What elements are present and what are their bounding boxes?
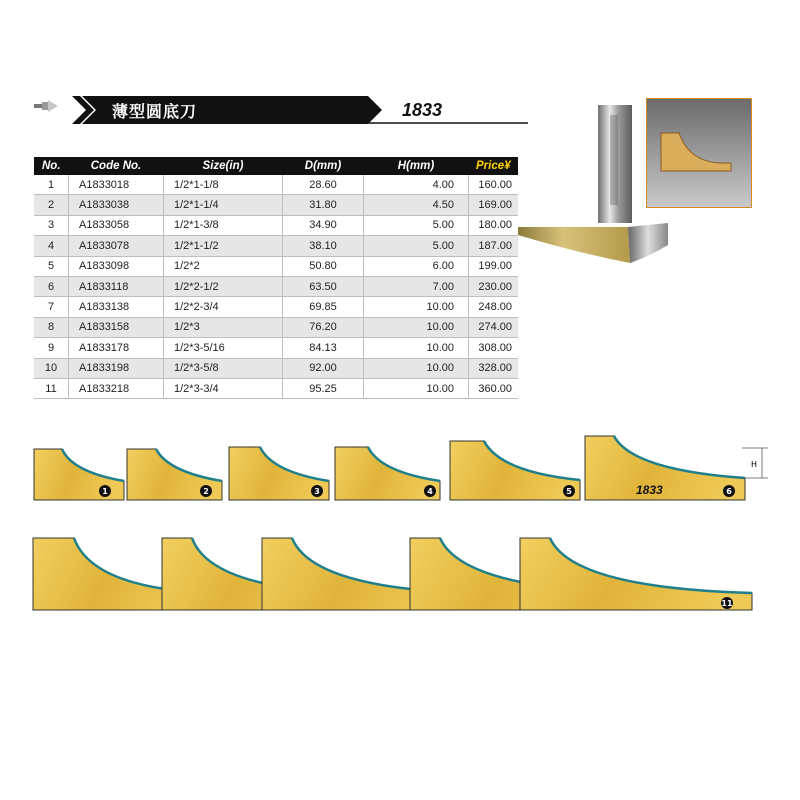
cell-no: 5 <box>34 256 69 276</box>
cell-price: 160.00 <box>469 175 519 195</box>
cell-price: 199.00 <box>469 256 519 276</box>
cell-size: 1/2*3 <box>164 317 283 337</box>
cell-code: A1833138 <box>69 297 164 317</box>
cell-size: 1/2*1-1/8 <box>164 175 283 195</box>
cell-code: A1833098 <box>69 256 164 276</box>
page-title: 薄型圆底刀 <box>112 102 198 121</box>
table-row <box>34 236 518 256</box>
cell-d: 95.25 <box>283 378 364 398</box>
cell-h: 10.00 <box>364 297 469 317</box>
cell-price: 274.00 <box>469 317 519 337</box>
cell-h: 6.00 <box>364 256 469 276</box>
title-bar <box>28 96 528 124</box>
cell-h: 5.00 <box>364 236 469 256</box>
cell-size: 1/2*3-5/16 <box>164 338 283 358</box>
cell-size: 1/2*3-5/8 <box>164 358 283 378</box>
router-bit-icon <box>34 100 58 112</box>
cell-code: A1833018 <box>69 175 164 195</box>
col-header-price: Price¥ <box>469 157 519 175</box>
cell-size: 1/2*2 <box>164 256 283 276</box>
cell-price: 248.00 <box>469 297 519 317</box>
profile-badge-1: 1 <box>102 487 108 496</box>
cell-no: 9 <box>34 338 69 358</box>
profile-2 <box>127 449 222 500</box>
dimension-h-label: H <box>751 460 758 469</box>
table-header-row <box>34 157 518 175</box>
cell-no: 1 <box>34 175 69 195</box>
cell-price: 360.00 <box>469 378 519 398</box>
table-row <box>34 175 518 195</box>
cell-size: 1/2*1-1/4 <box>164 195 283 215</box>
profile-3 <box>229 447 329 500</box>
profile-6 <box>585 436 768 500</box>
cell-code: A1833178 <box>69 338 164 358</box>
cell-no: 8 <box>34 317 69 337</box>
profile-badge-4: 4 <box>427 487 433 496</box>
cell-d: 69.85 <box>283 297 364 317</box>
cell-h: 4.00 <box>364 175 469 195</box>
cell-price: 180.00 <box>469 215 519 235</box>
table-row <box>34 297 518 317</box>
cut-profile-inset <box>646 98 752 208</box>
cell-no: 2 <box>34 195 69 215</box>
table-body <box>34 175 518 399</box>
cell-h: 10.00 <box>364 338 469 358</box>
cell-code: A1833218 <box>69 378 164 398</box>
cell-code: A1833118 <box>69 276 164 296</box>
profile-badge-11: 11 <box>721 599 733 608</box>
cell-no: 11 <box>34 378 69 398</box>
cell-no: 3 <box>34 215 69 235</box>
cell-price: 328.00 <box>469 358 519 378</box>
table-row <box>34 378 518 398</box>
profile-badge-2: 2 <box>203 487 209 496</box>
table-row <box>34 215 518 235</box>
cell-d: 92.00 <box>283 358 364 378</box>
profile-1 <box>34 449 124 500</box>
profile-badge-3: 3 <box>314 487 320 496</box>
cell-no: 4 <box>34 236 69 256</box>
cell-no: 6 <box>34 276 69 296</box>
cell-h: 10.00 <box>364 378 469 398</box>
table-row <box>34 195 518 215</box>
cell-code: A1833198 <box>69 358 164 378</box>
cell-d: 31.80 <box>283 195 364 215</box>
cell-price: 187.00 <box>469 236 519 256</box>
cell-code: A1833158 <box>69 317 164 337</box>
cell-code: A1833038 <box>69 195 164 215</box>
cell-h: 10.00 <box>364 358 469 378</box>
cell-d: 50.80 <box>283 256 364 276</box>
cell-size: 1/2*2-3/4 <box>164 297 283 317</box>
cell-code: A1833078 <box>69 236 164 256</box>
cell-size: 1/2*3-3/4 <box>164 378 283 398</box>
cell-size: 1/2*1-3/8 <box>164 215 283 235</box>
cell-no: 10 <box>34 358 69 378</box>
col-header-no: No. <box>34 157 69 175</box>
table-row <box>34 317 518 337</box>
dimension-h-marker <box>742 448 768 478</box>
col-header-size: Size(in) <box>164 157 283 175</box>
table-row <box>34 256 518 276</box>
cell-d: 84.13 <box>283 338 364 358</box>
cell-size: 1/2*2-1/2 <box>164 276 283 296</box>
table-row <box>34 358 518 378</box>
cell-code: A1833058 <box>69 215 164 235</box>
cell-h: 10.00 <box>364 317 469 337</box>
cell-d: 28.60 <box>283 175 364 195</box>
table-row <box>34 276 518 296</box>
cell-d: 76.20 <box>283 317 364 337</box>
profile-4 <box>335 447 440 500</box>
cell-h: 5.00 <box>364 215 469 235</box>
series-number: 1833 <box>402 100 443 120</box>
profile-5 <box>450 441 580 500</box>
cell-size: 1/2*1-1/2 <box>164 236 283 256</box>
profile-11 <box>520 538 752 610</box>
cell-d: 34.90 <box>283 215 364 235</box>
cell-price: 230.00 <box>469 276 519 296</box>
cell-no: 7 <box>34 297 69 317</box>
profile-series-label: 1833 <box>636 483 663 497</box>
table-row <box>34 338 518 358</box>
title-bar-graphic <box>28 96 528 124</box>
cell-h: 4.50 <box>364 195 469 215</box>
cell-d: 38.10 <box>283 236 364 256</box>
profile-badge-6: 6 <box>726 487 732 496</box>
cell-h: 7.00 <box>364 276 469 296</box>
col-header-code: Code No. <box>69 157 164 175</box>
cell-price: 308.00 <box>469 338 519 358</box>
cell-price: 169.00 <box>469 195 519 215</box>
profile-badge-5: 5 <box>566 487 572 496</box>
cut-profile-sample <box>647 99 751 207</box>
profile-drawings <box>0 430 800 620</box>
col-header-h: H(mm) <box>364 157 469 175</box>
spec-table <box>34 157 518 399</box>
col-header-d: D(mm) <box>283 157 364 175</box>
cell-d: 63.50 <box>283 276 364 296</box>
